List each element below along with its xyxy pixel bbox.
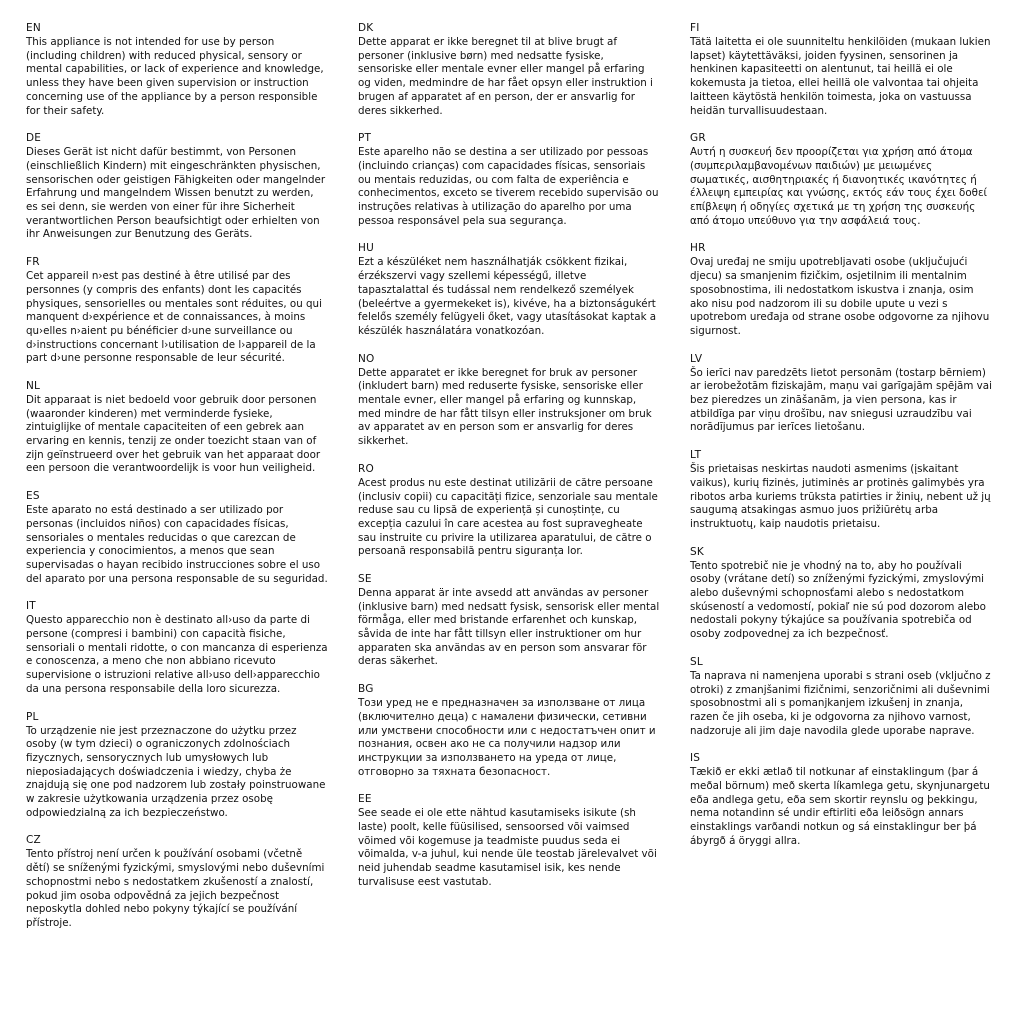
- language-code: PT: [358, 132, 372, 145]
- language-text: Ezt a készüléket nem használhatják csökkent fizikai, érzékszervi vagy szellemi képességű, illetve tapasztalattal és tudással nem rendelkező személyek (beleértve a gyermekeket is), kivéve, ha a biztonságukért felelős személy felügyeli őket, vagy utasításokat kaptak a készülék használatára vonatkozóan.: [358, 256, 657, 337]
- language-entry-pl: [26, 711, 328, 821]
- language-entry-lt: [690, 449, 992, 532]
- language-code: IS: [690, 752, 701, 765]
- language-text: Ovaj uređaj ne smiju upotrebljavati osobe (uključujući djecu) sa smanjenim fizičkim, osjetilnim ili mentalnim sposobnostima, ili nedostatkom iskustva i znanja, osim ako nisu pod nadzorom ili su dobile upute u vezi s upotrebom uređaja od strane osobe odgovorne za njihovu sigurnost.: [690, 256, 990, 337]
- column-3: [690, 22, 992, 862]
- language-code: FR: [26, 256, 40, 269]
- language-code: SK: [690, 545, 704, 558]
- language-text: Denna apparat är inte avsedd att användas av personer (inklusive barn) med nedsatt fysisk, sensorisk eller mental förmåga, eller med bristande erfarenhet och kunskap, såvida de inte har fått tillsyn eller instruktioner om hur apparaten ska användas av en person som ansvarar för deras säkerhet.: [358, 587, 660, 668]
- language-text: Tækið er ekki ætlað til notkunar af einstaklingum (þar á meðal börnum) með skerta líkamlega getu, skynjunargetu eða andlega getu, eða sem skortir reynslu og þekkingu, nema notandinn sé undir eftirliti eða leiðsögn annars einstaklings varðandi notkun og sá einstaklingur ber þá ábyrgð á öryggi allra.: [690, 766, 990, 847]
- language-code: EN: [26, 22, 41, 34]
- language-entry-nl: [26, 380, 328, 476]
- language-code: SL: [690, 655, 703, 668]
- language-entry-fi: [690, 22, 992, 118]
- language-text: Acest produs nu este destinat utilizării de către persoane (inclusiv copii) cu capacități fizice, senzoriale sau mentale reduse sau cu lipsă de experiență și cunoștințe, cu excepția cazului în care acestea au fost supravegheate sau instruite cu privire la utilizarea aparatului, de către o persoană responsabilă pentru siguranța lor.: [358, 476, 658, 558]
- language-entry-cz: [26, 834, 328, 930]
- language-entry-sl: [690, 656, 992, 739]
- language-entry-en: [26, 22, 328, 118]
- language-text: Questo apparecchio non è destinato all›uso da parte di persone (compresi i bambini) con capacità fisiche, sensoriali o mentali ridotte, o con mancanza di esperienza e conoscenza, a meno che non abbiano ricevuto supervisione o istruzioni relative all›uso dell›apparecchio da una persona responsabile della loro sicurezza.: [26, 614, 328, 695]
- column-2: [358, 22, 660, 904]
- language-entry-bg: [358, 683, 660, 779]
- language-entry-sk: [690, 546, 992, 642]
- language-code: IT: [26, 600, 36, 613]
- language-entry-fr: [26, 256, 328, 366]
- language-entry-ee: [358, 793, 660, 889]
- language-code: LT: [690, 449, 702, 462]
- language-code: NO: [358, 352, 375, 365]
- language-entry-is: [690, 752, 992, 848]
- language-code: CZ: [26, 834, 41, 847]
- language-text: Ta naprava ni namenjena uporabi s strani oseb (vključno z otroki) z zmanjšanimi fizičnimi, senzoričnimi ali duševnimi sposobnostmi ali s pomanjkanjem izkušenj in znanja, razen če jih oseba, ki je odgovorna za njihovo varnost, nadzoruje ali jim daje navodila glede uporabe naprave.: [690, 669, 991, 737]
- language-entry-de: [26, 132, 328, 242]
- language-entry-it: [26, 600, 328, 696]
- language-text: Този уред не е предназначен за използване от лица (включително деца) с намалени физически, сетивни или умствени способности или с недостатъчен опит и познания, освен ако не са получили надзор или инструкции за използването на уреда от лице, отговорно за тяхната безопасност.: [358, 697, 656, 778]
- language-entry-no: [358, 353, 660, 449]
- language-code: DE: [26, 132, 42, 145]
- language-text: Dette apparat er ikke beregnet til at blive brugt af personer (inklusive børn) med nedsatte fysiske, sensoriske eller mentale evner eller mangel på erfaring og viden, medmindre de har fået opsyn eller instruktion i brugen af apparatet af en person, der er ansvarlig for deres sikkerhed.: [358, 36, 653, 117]
- language-text: Αυτή η συσκευή δεν προορίζεται για χρήση από άτομα (συμπεριλαμβανομένων παιδιών) με μειωμένες σωματικές, αισθητηριακές ή διανοητικές ικανότητες ή έλλειψη εμπειρίας και γνώσης, εκτός εάν τους έχει δοθεί επίβλεψη ή οδηγίες σχετικά με τη χρήση της συσκευής από άτομο υπεύθυνο για την ασφάλειά τους.: [690, 146, 987, 227]
- language-code: GR: [690, 132, 706, 145]
- language-entry-lv: [690, 353, 992, 436]
- language-code: LV: [690, 352, 703, 365]
- column-1: [26, 22, 328, 945]
- language-text: Dit apparaat is niet bedoeld voor gebruik door personen (waaronder kinderen) met verminderde fysieke, zintuiglijke of mentale capaciteiten of een gebrek aan ervaring en kennis, tenzij ze onder toezicht staan van of zijn geïnstrueerd over het gebruik van het apparaat door een persoon die verantwoordelijk is voor hun veiligheid.: [26, 394, 321, 475]
- language-text: Cet appareil n›est pas destiné à être utilisé par des personnes (y compris des enfants) dont les capacités physiques, sensorielles ou mentales sont réduites, ou qui manquent d›expérience et de connaissances, à moins qu›elles n›aient pu bénéficier d›une surveillance ou d›instructions concernant l›utilisation de l›appareil de la part d›une personne responsable de leur sécurité.: [26, 270, 322, 365]
- language-code: DK: [358, 22, 374, 34]
- language-code: SE: [358, 572, 372, 585]
- language-text: Šis prietaisas neskirtas naudoti asmenims (įskaitant vaikus), kurių fizinės, jutiminės ar protinės galimybės yra ribotos arba kuriems trūksta patirties ir žinių, nebent už jų saugumą atsakingas asmuo juos prižiūrėtų arba instruktuotų, kaip naudotis prietaisu.: [690, 463, 991, 530]
- language-entry-hr: [690, 242, 992, 338]
- language-text: Dette apparatet er ikke beregnet for bruk av personer (inkludert barn) med reduserte fysiske, sensoriske eller mentale evner, eller mangel på erfaring og kunnskap, med mindre de har fått tilsyn eller instruksjoner om bruk av apparatet av en person som er ansvarlig for deres sikkerhet.: [358, 366, 652, 448]
- language-entry-ro: [358, 463, 660, 559]
- language-entry-se: [358, 573, 660, 669]
- language-text: This appliance is not intended for use by person (including children) with reduced physical, sensory or mental capabilities, or lack of experience and knowledge, unless they have been given supervision or instruction concerning use of the appliance by a person responsible for their safety.: [26, 36, 324, 117]
- language-entry-dk: [358, 22, 660, 118]
- language-text: Este aparato no está destinado a ser utilizado por personas (incluidos niños) con capacidades físicas, sensoriales o mentales reducidas o que carezcan de experiencia y conocimientos, a menos que sean supervisadas o hayan recibido instrucciones sobre el uso del aparato por una persona responsable de su seguridad.: [26, 504, 328, 585]
- language-code: ES: [26, 490, 40, 503]
- language-entry-gr: [690, 132, 992, 228]
- language-text: Tento přístroj není určen k používání osobami (včetně dětí) se sníženými fyzickými, smyslovými nebo duševními schopnostmi nebo s nedostatkem zkušeností a znalostí, pokud jim osoba odpovědná za jejich bezpečnost neposkytla dohled nebo pokyny týkající se používání přístroje.: [26, 848, 325, 929]
- language-entry-pt: [358, 132, 660, 228]
- language-code: PL: [26, 710, 39, 723]
- language-text: Šo ierīci nav paredzēts lietot personām (tostarp bērniem) ar ierobežotām fiziskajām, maņu vai garīgajām spējām vai bez pieredzes un zināšanām, ja vien persona, kas ir atbildīga par viņu drošību, nav sniegusi uzraudzību vai norādījumus par ierīces lietošanu.: [690, 366, 992, 434]
- language-code: EE: [358, 793, 372, 806]
- language-code: HU: [358, 242, 374, 255]
- language-text: Dieses Gerät ist nicht dafür bestimmt, von Personen (einschließlich Kindern) mit eingeschränkten physischen, sensorischen oder geistigen Fähigkeiten oder mangelnder Erfahrung und mangelndem Wissen benutzt zu werden, es sei denn, sie werden von einer für ihre Sicherheit verantwortlichen Person beaufsichtigt oder erhielten von ihr Anweisungen zur Benutzung des Geräts.: [26, 146, 326, 241]
- language-text: To urządzenie nie jest przeznaczone do użytku przez osoby (w tym dzieci) o ograniczonych zdolnościach fizycznych, sensorycznych lub umysłowych lub nieposiadających doświadczenia i wiedzy, chyba że znajdują się one pod nadzorem lub zostały poinstruowane w zakresie użytkowania urządzenia przez osobę odpowiedzialną za ich bezpieczeństwo.: [26, 724, 326, 819]
- language-text: Este aparelho não se destina a ser utilizado por pessoas (incluindo crianças) com capacidades físicas, sensoriais ou mentais reduzidas, ou com falta de experiência e conhecimentos, exceto se tiverem recebido supervisão ou instruções relativas à utilização do aparelho por uma pessoa responsável pela sua segurança.: [358, 146, 659, 227]
- language-text: See seade ei ole ette nähtud kasutamiseks isikute (sh laste) poolt, kelle füüsilised, sensoorsed või vaimsed võimed või kogemuse ja teadmiste puudus seda ei võimalda, v-a juhul, kui nende üle teostab järelevalvet või neid juhendab seadme kasutamisel isik, kes nende turvalisuse eest vastutab.: [358, 807, 657, 888]
- language-code: HR: [690, 242, 706, 255]
- language-entry-es: [26, 490, 328, 586]
- language-code: NL: [26, 379, 41, 392]
- language-columns: [26, 22, 998, 1014]
- language-code: FI: [690, 22, 700, 34]
- language-code: RO: [358, 462, 374, 475]
- language-entry-hu: [358, 242, 660, 338]
- language-text: Tento spotrebič nie je vhodný na to, aby ho používali osoby (vrátane detí) so zníženými fyzickými, zmyslovými alebo duševnými schopnosťami alebo s nedostatkom skúseností a vedomostí, pokiaľ nie sú pod dozorom alebo nedostali pokyny týkajúce sa používania spotrebiča od osoby zodpovednej za ich bezpečnosť.: [690, 559, 986, 641]
- language-code: BG: [358, 683, 374, 696]
- language-text: Tätä laitetta ei ole suunniteltu henkilöiden (mukaan lukien lapset) käytettäväksi, joiden fyysinen, sensorinen ja henkinen kapasiteetti on alentunut, tai heillä ei ole kokemusta ja tietoa, ellei heillä ole valvontaa tai ohjeita laitteen käytöstä henkilön toimesta, joka on vastuussa heidän turvallisuudestaan.: [690, 36, 991, 117]
